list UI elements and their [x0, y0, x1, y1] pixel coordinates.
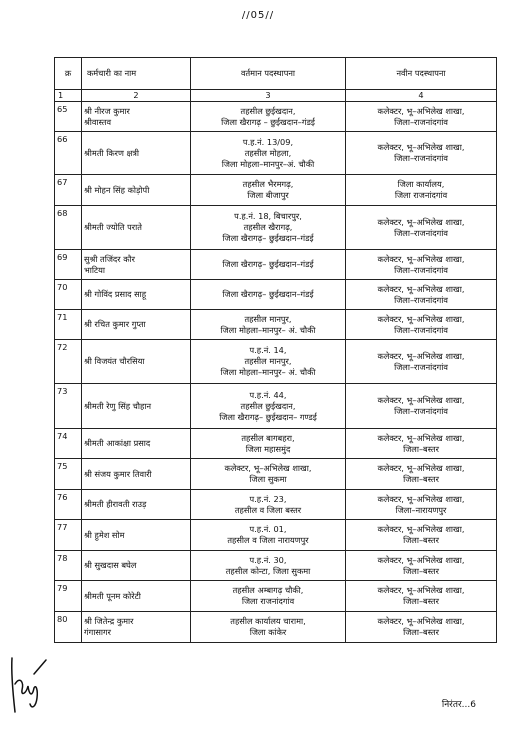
- row-employee-name: श्री विजयंत चौरसिया: [82, 340, 191, 384]
- row-new-posting: कलेक्टर, भू–अभिलेख शाखा, जिला–बस्तर: [346, 520, 497, 551]
- row-employee-name: श्रीमती रेणु सिंह चौहान: [82, 384, 191, 429]
- header-current-posting: वर्तमान पदस्थापना: [191, 58, 346, 90]
- transfer-table: [54, 57, 497, 643]
- header-employee-name: कर्मचारी का नाम: [82, 58, 191, 90]
- row-new-posting: कलेक्टर, भू–अभिलेख शाखा, जिला–राजनांदगांव: [346, 384, 497, 429]
- row-new-posting: कलेक्टर, भू–अभिलेख शाखा, जिला–राजनांदगांव: [346, 310, 497, 340]
- row-current-posting: तहसील अम्बागढ़ चौकी, जिला राजनांदगांव: [191, 581, 346, 612]
- row-current-posting: प.ह.नं. 18, बिचारपुर, तहसील खैरागढ़, जिला खैरागढ़– छुईखदान–गंडई: [191, 206, 346, 250]
- row-sno: 71: [55, 310, 82, 340]
- row-current-posting: तहसील बागबहरा, जिला महासमुंद: [191, 429, 346, 459]
- table-body: [55, 102, 497, 643]
- table-row: [55, 551, 497, 581]
- row-employee-name: श्रीमती आकांक्षा प्रसाद: [82, 429, 191, 459]
- row-new-posting: कलेक्टर, भू–अभिलेख शाखा, जिला–राजनांदगांव: [346, 250, 497, 280]
- table-row: [55, 206, 497, 250]
- signature: [6, 654, 50, 720]
- table-row: [55, 132, 497, 175]
- row-employee-name: श्री गोविंद प्रसाद साहू: [82, 280, 191, 310]
- row-new-posting: जिला कार्यालय, जिला राजनांदगांव: [346, 175, 497, 206]
- column-index-row: [55, 90, 497, 102]
- row-sno: 75: [55, 459, 82, 490]
- table-row: [55, 459, 497, 490]
- column-index: 4: [346, 90, 497, 102]
- column-index: 3: [191, 90, 346, 102]
- row-current-posting: तहसील भैरमगढ़, जिला बीजापुर: [191, 175, 346, 206]
- row-new-posting: कलेक्टर, भू–अभिलेख शाखा, जिला–राजनांदगांव: [346, 102, 497, 132]
- row-employee-name: श्री नीरज कुमार श्रीवास्तव: [82, 102, 191, 132]
- row-new-posting: कलेक्टर, भू–अभिलेख शाखा, जिला–राजनांदगांव: [346, 206, 497, 250]
- page-number: //05//: [241, 10, 275, 21]
- table-row: [55, 612, 497, 643]
- table-row: [55, 310, 497, 340]
- row-current-posting: कलेक्टर, भू–अभिलेख शाखा, जिला सुकमा: [191, 459, 346, 490]
- table-row: [55, 581, 497, 612]
- row-sno: 74: [55, 429, 82, 459]
- row-sno: 66: [55, 132, 82, 175]
- row-employee-name: श्रीमती हीरावती राउड़: [82, 490, 191, 520]
- row-sno: 76: [55, 490, 82, 520]
- row-employee-name: श्रीमती ज्योति पराते: [82, 206, 191, 250]
- row-new-posting: कलेक्टर, भू–अभिलेख शाखा, जिला–बस्तर: [346, 459, 497, 490]
- row-new-posting: कलेक्टर, भू–अभिलेख शाखा, जिला–राजनांदगांव: [346, 340, 497, 384]
- row-new-posting: कलेक्टर, भू–अभिलेख शाखा, जिला–बस्तर: [346, 429, 497, 459]
- column-index: 1: [55, 90, 82, 102]
- row-employee-name: श्री मोहन सिंह कोड़ोपी: [82, 175, 191, 206]
- row-new-posting: कलेक्टर, भू–अभिलेख शाखा, जिला–राजनांदगांव: [346, 280, 497, 310]
- column-index: 2: [82, 90, 191, 102]
- row-sno: 77: [55, 520, 82, 551]
- table-row: [55, 102, 497, 132]
- row-sno: 67: [55, 175, 82, 206]
- row-sno: 73: [55, 384, 82, 429]
- row-employee-name: श्रीमती पूनम कोरेटी: [82, 581, 191, 612]
- row-current-posting: प.ह.नं. 23, तहसील व जिला बस्तर: [191, 490, 346, 520]
- row-current-posting: प.ह.नं. 14, तहसील मानपुर, जिला मोहला–मानपुर– अं. चौकी: [191, 340, 346, 384]
- row-employee-name: श्री रचित कुमार गुप्ता: [82, 310, 191, 340]
- table-row: [55, 250, 497, 280]
- row-current-posting: प.ह.नं. 44, तहसील छुईखदान, जिला खैरागढ़– छुईखदान– गण्डई: [191, 384, 346, 429]
- row-employee-name: श्री हुमेश सोम: [82, 520, 191, 551]
- table-row: [55, 175, 497, 206]
- row-current-posting: तहसील मानपुर, जिला मोहला–मानपुर– अं. चौकी: [191, 310, 346, 340]
- continued-note: निरंतर...6: [441, 700, 476, 710]
- row-new-posting: कलेक्टर, भू–अभिलेख शाखा, जिला–बस्तर: [346, 581, 497, 612]
- row-new-posting: कलेक्टर, भू–अभिलेख शाखा, जिला–बस्तर: [346, 551, 497, 581]
- table-row: [55, 280, 497, 310]
- table-row: [55, 384, 497, 429]
- row-new-posting: कलेक्टर, भू–अभिलेख शाखा, जिला–नारायणपुर: [346, 490, 497, 520]
- row-sno: 72: [55, 340, 82, 384]
- row-employee-name: श्री जितेन्द्र कुमार गंगासागर: [82, 612, 191, 643]
- table-row: [55, 340, 497, 384]
- row-employee-name: श्री सुखदास बघेल: [82, 551, 191, 581]
- row-employee-name: श्रीमती किरण क्षत्री: [82, 132, 191, 175]
- row-current-posting: तहसील छुईखदान, जिला खैरागढ़ – छुईखदान–गंडई: [191, 102, 346, 132]
- row-current-posting: प.ह.नं. 13/09, तहसील मोहला, जिला मोहला–मानपुर–अं. चौकी: [191, 132, 346, 175]
- row-current-posting: जिला खैरागढ़– छुईखदान–गंडई: [191, 250, 346, 280]
- row-sno: 78: [55, 551, 82, 581]
- row-sno: 65: [55, 102, 82, 132]
- row-employee-name: श्री संजय कुमार तिवारी: [82, 459, 191, 490]
- row-current-posting: तहसील कार्यालय चारामा, जिला कांकेर: [191, 612, 346, 643]
- header-new-posting: नवीन पदस्थापना: [346, 58, 497, 90]
- row-current-posting: प.ह.नं. 01, तहसील व जिला नारायणपुर: [191, 520, 346, 551]
- table-row: [55, 429, 497, 459]
- row-sno: 69: [55, 250, 82, 280]
- row-sno: 68: [55, 206, 82, 250]
- table-header-row: [55, 58, 497, 90]
- row-sno: 70: [55, 280, 82, 310]
- row-employee-name: सुश्री तजिंदर कौर भाटिया: [82, 250, 191, 280]
- row-sno: 79: [55, 581, 82, 612]
- table-row: [55, 490, 497, 520]
- row-new-posting: कलेक्टर, भू–अभिलेख शाखा, जिला–राजनांदगांव: [346, 132, 497, 175]
- row-sno: 80: [55, 612, 82, 643]
- header-sno: क्र: [55, 58, 82, 90]
- row-new-posting: कलेक्टर, भू–अभिलेख शाखा, जिला–बस्तर: [346, 612, 497, 643]
- row-current-posting: जिला खैरागढ़– छुईखदान–गंडई: [191, 280, 346, 310]
- table-row: [55, 520, 497, 551]
- row-current-posting: प.ह.नं. 30, तहसील कोन्टा, जिला सुकमा: [191, 551, 346, 581]
